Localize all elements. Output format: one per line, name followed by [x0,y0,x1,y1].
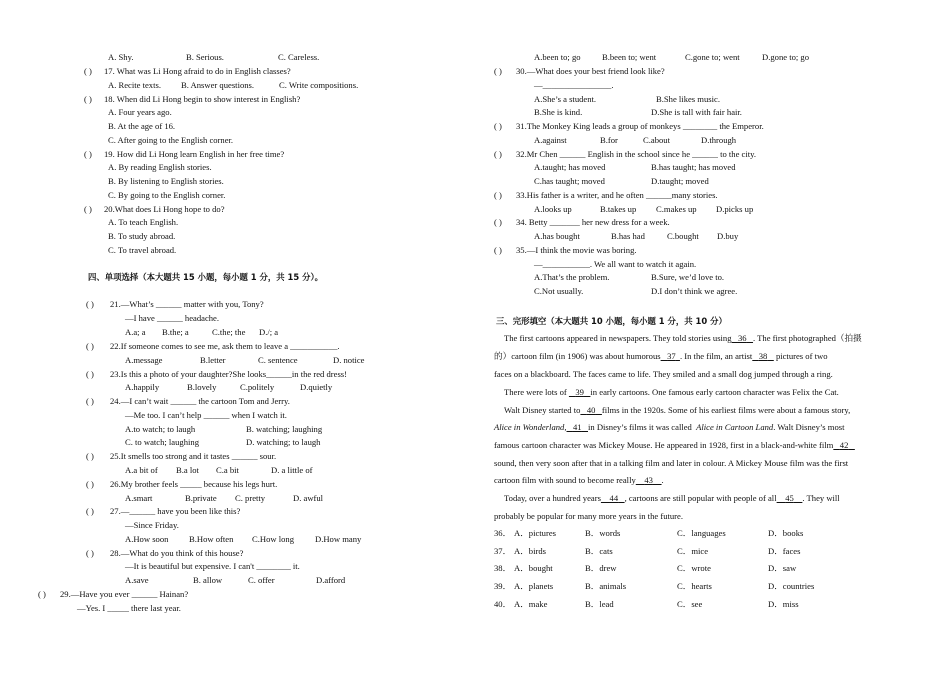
blank-39-number: 39 [575,387,584,397]
q17-option-c: C. Write compositions. [279,80,359,90]
q28-option-d: D.afford [316,575,346,585]
passage-line-6: Alice in Wonderland, 41 in Disney’s films it was called Alice in Cartoon Land. Walt Disney’s most [494,422,845,432]
q31-option-d: D.through [701,135,737,145]
blank-37-number: 37 [667,351,676,361]
choice-39-b[interactable]: B．animals [585,581,627,591]
blank-38[interactable] [752,351,774,361]
passage-text: Walt Disney started to [504,405,581,415]
answer-blank-22[interactable]: ( ) [86,341,94,351]
answer-blank-29[interactable]: ( ) [38,589,46,599]
passage-line-2 [494,351,828,362]
q26-option-b: B.private [185,493,217,503]
q19-option-a: A. By reading English stories. [108,162,212,172]
q25-option-c: C.a bit [216,465,239,475]
q22-option-c: C. sentence [258,355,298,365]
q24-stem: 24.—I can’t wait ______ the cartoon Tom and Jerry. [110,396,290,406]
passage-text: . In the film, an artist [679,351,753,361]
q27-stem: 27.—______ have you been like this? [110,506,241,516]
passage-text: in early cartoons. One famous early cartoon character was Felix the Cat. [590,387,839,397]
q16-option-c: C. Careless. [278,52,320,62]
q35-stem: 35.—I think the movie was boring. [516,245,637,255]
passage-text: in Disney’s films it was called [588,422,692,432]
choice-36-c[interactable]: C．languages [677,528,726,538]
blank-45-number: 45 [785,493,794,503]
q29-option-b: B.been to; went [602,52,657,62]
choice-36-d[interactable]: D．books [768,528,804,538]
passage-line-1 [504,333,862,344]
q29-option-c: C.gone to; went [685,52,740,62]
passage-line-9: cartoon film with sound to become really 43 . [494,475,664,485]
answer-blank-34[interactable]: ( ) [494,217,502,227]
passage-text: . The first photographed（拍摄 [753,333,862,343]
q25-stem: 25.It smells too strong and it tastes ______ sour. [110,451,277,461]
q21-option-b: B.the; a [162,327,189,337]
blank-40[interactable] [580,405,602,415]
q27-line2: —Since Friday. [125,520,179,530]
choice-38-c[interactable]: C．wrote [677,563,711,573]
q17-option-b: B. Answer questions. [181,80,255,90]
passage-line-4 [504,387,839,398]
q29-option-d: D.gone to; go [762,52,810,62]
q29-stem: 29.—Have you ever ______ Hainan? [60,589,189,599]
q32-option-a: A.taught; has moved [534,162,606,172]
q35-option-d: D.I don’t think we agree. [651,286,738,296]
q21-option-d: D./; a [259,327,279,337]
q33-option-d: D.picks up [716,204,754,214]
passage-text: Today, over a hundred years [504,493,601,503]
passage-text: There were lots of [504,387,567,397]
q26-option-a: A.smart [125,493,153,503]
q25-option-d: D. a little of [271,465,313,475]
q27-option-a: A.How soon [125,534,169,544]
q35-option-a: A.That’s the problem. [534,272,610,282]
q30-option-d: D.She is tall with fair hair. [651,107,742,117]
q24-option-a: A.to watch; to laugh [125,424,196,434]
blank-38-number: 38 [758,351,768,361]
q29-line2: —Yes. I _____ there last year. [77,603,181,613]
q27-option-c: C.How long [252,534,295,544]
q31-option-a: A.against [534,135,567,145]
blank-40-number: 40 [586,405,596,415]
q19-option-c: C. By going to the English corner. [108,190,226,200]
q26-stem: 26.My brother feels _____ because his legs hurt. [110,479,278,489]
q27-option-d: D.How many [315,534,362,544]
q24-option-d: D. watching; to laugh [246,437,321,447]
blank-41[interactable] [567,422,589,432]
passage-text: The first cartoons appeared in newspapers. They told stories using [504,333,732,343]
choice-37-c[interactable]: C．mice [677,546,709,556]
q18-option-b: B. At the age of 16. [108,121,176,131]
section-4-title: 四、单项选择（本大题共 15 小题，每小题 1 分，共 15 分）。 [88,272,324,282]
q17-stem: 17. What was Li Hong afraid to do in English classes? [104,66,291,76]
q30-option-b: B.She likes music. [656,94,720,104]
q23-stem: 23.Is this a photo of your daughter?She looks______in the red dress! [110,369,348,379]
choice-39-a[interactable]: A．planets [514,581,554,591]
q20-option-b: B. To study abroad. [108,231,176,241]
choice-37-d[interactable]: D．faces [768,546,801,556]
q32-option-c: C.has taught; moved [534,176,605,186]
blank-44[interactable] [601,493,625,503]
q23-option-a: A.happily [125,382,160,392]
passage-line-5 [504,405,850,416]
answer-blank-35[interactable]: ( ) [494,245,502,255]
q33-stem: 33.His father is a writer, and he often ______many stories. [516,190,718,200]
choice-38-b[interactable]: B．drew [585,563,617,573]
q30-option-a: A.She’s a student. [534,94,597,104]
answer-blank-28[interactable]: ( ) [86,548,94,558]
q35-line2: —___________. We all want to watch it again. [534,259,697,269]
q21-option-a: A.a; a [125,327,146,337]
q31-option-c: C.about [643,135,670,145]
choice-36-a[interactable]: A．pictures [514,528,557,538]
q34-option-b: B.has had [611,231,645,241]
passage-text: . They will [802,493,840,503]
passage-text: famous cartoon character was Mickey Mouse. He appeared in 1928, first in a black-and-white film [494,440,834,450]
blank-36[interactable] [732,333,754,343]
q18-option-a: A. Four years ago. [108,107,172,117]
q23-option-c: C.politely [240,382,275,392]
q19-stem: 19. How did Li Hong learn English in her free time? [104,149,285,159]
q33-option-a: A.looks up [534,204,572,214]
q21-stem: 21.—What’s ______ matter with you, Tony? [110,299,264,309]
choice-number-39: 39． [494,581,512,591]
choice-36-b[interactable]: B．words [585,528,621,538]
q23-option-d: D.quietly [300,382,333,392]
q28-line2: —It is beautiful but expensive. I can't ________ it. [125,561,300,571]
q34-option-d: D.buy [717,231,739,241]
q26-option-c: C. pretty [235,493,266,503]
choice-38-a[interactable]: A．bought [514,563,553,573]
blank-42-number: 42 [839,440,849,450]
choice-number-40: 40． [494,599,512,609]
q24-option-c: C. to watch; laughing [125,437,199,447]
choice-number-37: 37． [494,546,512,556]
q19-option-b: B. By listening to English stories. [108,176,224,186]
q35-option-c: C.Not usually. [534,286,584,296]
q30-option-c: B.She is kind. [534,107,583,117]
answer-blank-18[interactable]: ( ) [84,94,92,104]
blank-42[interactable] [833,440,855,450]
q31-option-b: B.for [600,135,618,145]
q26-option-d: D. awful [293,493,324,503]
q21-option-c: C.the; the [212,327,246,337]
q21-line2: —I have ______ headache. [125,313,220,323]
answer-blank-24[interactable]: ( ) [86,396,94,406]
choice-number-38: 38． [494,563,512,573]
answer-blank-27[interactable]: ( ) [86,506,94,516]
q22-option-d: D. notice [333,355,365,365]
choice-37-a[interactable]: A．birds [514,546,546,556]
choice-number-36: 36． [494,528,512,538]
answer-blank-20[interactable]: ( ) [84,204,92,214]
blank-36-number: 36 [737,333,747,343]
q30-line2: —________________. [534,80,614,90]
answer-blank-19[interactable]: ( ) [84,149,92,159]
passage-line-7 [494,440,855,451]
q32-option-d: D.taught; moved [651,176,709,186]
q25-option-b: B.a lot [176,465,199,475]
answer-blank-32[interactable]: ( ) [494,149,502,159]
q32-option-b: B.has taught; has moved [651,162,736,172]
q34-stem: 34. Betty _______ her new dress for a week. [516,217,670,227]
q17-option-a: A. Recite texts. [108,80,161,90]
q29-option-a: A.been to; go [534,52,581,62]
blank-44-number: 44 [609,493,619,503]
answer-blank-30[interactable]: ( ) [494,66,502,76]
q22-option-b: B.letter [200,355,226,365]
passage-text: 的）cartoon film (in 1906) was about humorous [494,351,661,361]
q30-stem: 30.—What does your best friend look like? [516,66,665,76]
q18-stem: 18. When did Li Hong begin to show interest in English? [104,94,301,104]
q34-option-c: C.bought [667,231,699,241]
q23-option-b: B.lovely [187,382,217,392]
passage-text: pictures of two [775,351,828,361]
answer-blank-21[interactable]: ( ) [86,299,94,309]
q35-option-b: B.Sure, we’d love to. [651,272,725,282]
answer-blank-23[interactable]: ( ) [86,369,94,379]
choice-40-d[interactable]: D．miss [768,599,799,609]
passage-line-10 [504,493,840,504]
q20-option-c: C. To travel abroad. [108,245,177,255]
answer-blank-26[interactable]: ( ) [86,479,94,489]
q32-stem: 32.Mr Chen ______ English in the school since he ______ to the city. [516,149,757,159]
q24-line2: —Me too. I can’t help ______ when I watch it. [125,410,287,420]
choice-40-b[interactable]: B．lead [585,599,614,609]
passage-line-3: faces on a blackboard. The faces came to life. They smiled and a small dog jumped through a ring. [494,369,833,379]
q28-stem: 28.—What do you think of this house? [110,548,244,558]
q25-option-a: A.a bit of [125,465,158,475]
answer-blank-33[interactable]: ( ) [494,190,502,200]
q27-option-b: B.How often [189,534,234,544]
q28-option-b: B. allow [193,575,223,585]
q28-option-a: A.save [125,575,149,585]
q20-stem: 20.What does Li Hong hope to do? [104,204,225,214]
blank-37[interactable] [661,351,680,361]
blank-39[interactable] [569,387,591,397]
q34-option-a: A.has bought [534,231,580,241]
q20-option-a: A. To teach English. [108,217,179,227]
choice-39-c[interactable]: C．hearts [677,581,712,591]
choice-40-a[interactable]: A．make [514,599,548,609]
passage-text: films in the 1920s. Some of his earliest films were about a famous story, [601,405,851,415]
blank-43[interactable] [636,475,662,485]
passage-title-italic: Alice in Wonderland [494,422,565,432]
section-3-title: 三、完形填空（本大题共 10 小题，每小题 1 分，共 10 分） [496,316,727,326]
q33-option-c: C.makes up [656,204,697,214]
q16-option-b: B. Serious. [186,52,224,62]
blank-45[interactable] [777,493,803,503]
q31-stem: 31.The Monkey King leads a group of monkeys ________ the Emperor. [516,121,764,131]
passage-line-11: probably be popular for many more years in the future. [494,511,683,521]
blank-43-number: 43 [644,475,653,485]
q33-option-b: B.takes up [600,204,637,214]
q16-option-a: A. Shy. [108,52,134,62]
choice-37-b[interactable]: B．cats [585,546,613,556]
q28-option-c: C. offer [248,575,275,585]
blank-41-number: 41 [572,422,582,432]
q18-option-c: C. After going to the English corner. [108,135,234,145]
choice-40-c[interactable]: C．see [677,599,703,609]
answer-blank-17[interactable]: ( ) [84,66,92,76]
passage-text: , cartoons are still popular with people of all [624,493,777,503]
choice-39-d[interactable]: D．countries [768,581,815,591]
q22-stem: 22.If someone comes to see me, ask them to leave a ___________. [110,341,340,351]
q24-option-b: B. watching; laughing [246,424,323,434]
passage-title-italic: Alice in Cartoon Land [696,422,774,432]
choice-38-d[interactable]: D．saw [768,563,797,573]
answer-blank-31[interactable]: ( ) [494,121,502,131]
passage-text: . Walt Disney’s most [773,422,845,432]
q22-option-a: A.message [125,355,163,365]
passage-line-8: sound, then very soon after that in a talking film and later in colour. A Mickey Mouse film was the first [494,458,849,468]
answer-blank-25[interactable]: ( ) [86,451,94,461]
passage-text: cartoon film with sound to become really [494,475,636,485]
